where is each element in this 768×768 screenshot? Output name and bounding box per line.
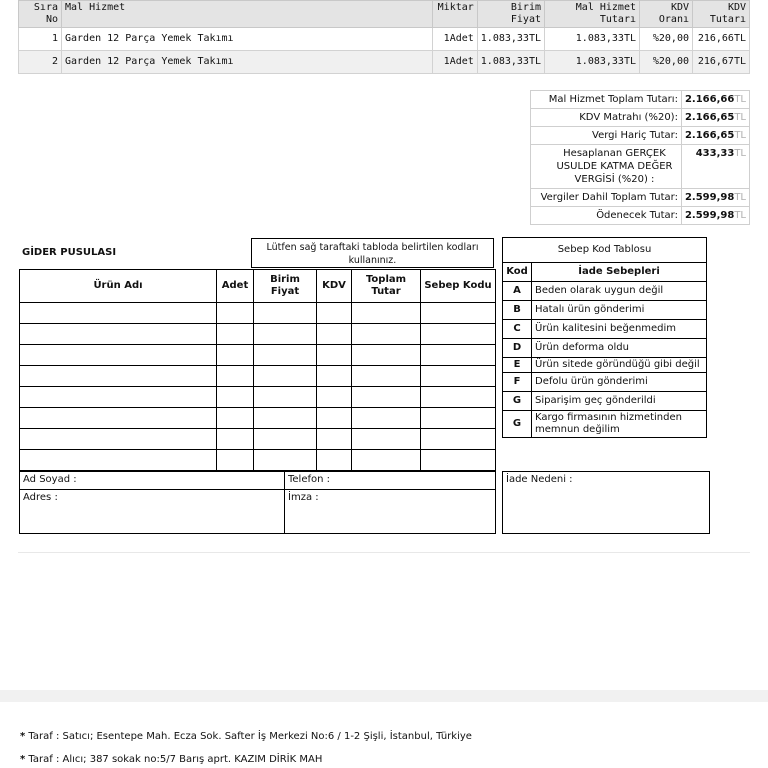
empty-entry-row[interactable] [20,450,496,471]
col-birim-fiyat: Birim Fiyat [254,270,317,303]
totals-label: KDV Matrahı (%20): [531,109,682,127]
row-price: 1.083,33TL [477,28,544,51]
sebep-caption: Sebep Kod Tablosu [503,238,707,263]
list-item [503,392,707,411]
list-item [503,358,707,373]
col-miktar: Miktar [432,1,477,28]
col-kdv-orani: KDV Oranı [640,1,693,28]
col-iade-sebepleri: İade Sebepleri [532,263,707,282]
col-urun-adi: Ürün Adı [20,270,217,303]
col-sebep-kodu: Sebep Kodu [421,270,496,303]
table-row [19,28,750,51]
totals-label: Ödenecek Tutar: [531,207,682,225]
ad-soyad-field[interactable]: Ad Soyad : [20,472,285,490]
empty-entry-row[interactable] [20,366,496,387]
reason-code: G [503,392,532,411]
reason-code: C [503,320,532,339]
totals-value: 2.166,65TL [681,127,749,145]
empty-entry-row[interactable] [20,303,496,324]
reason-text: Beden olarak uygun değil [532,282,707,301]
alici-address: Taraf : Alıcı; 387 sokak no:5/7 Barış aprt. KAZIM DİRİK MAH [28,754,323,765]
row-name: Garden 12 Parça Yemek Takımı [62,51,433,74]
list-item [503,301,707,320]
row-price: 1.083,33TL [477,51,544,74]
totals-row [531,109,750,127]
totals-value: 2.166,66TL [681,91,749,109]
empty-entry-row[interactable] [20,387,496,408]
row-qty: 1Adet [432,51,477,74]
totals-label: Mal Hizmet Toplam Tutarı: [531,91,682,109]
col-kdv: KDV [317,270,352,303]
row-total: 1.083,33TL [545,28,640,51]
reason-text: Siparişim geç gönderildi [532,392,707,411]
reason-text: Ürün kalitesini beğenmedim [532,320,707,339]
reason-text: Kargo firmasının hizmetinden memnun değilim [532,411,707,438]
telefon-field[interactable]: Telefon : [285,472,495,490]
empty-entry-row[interactable] [20,408,496,429]
row-qty: 1Adet [432,28,477,51]
totals-row [531,145,750,189]
iade-nedeni-field[interactable]: İade Nedeni : [502,471,710,534]
invoice-items-table [18,0,750,74]
totals-value: 433,33TL [681,145,749,189]
satici-address: Taraf : Satıcı; Esentepe Mah. Ecza Sok. Safter İş Merkezi No:6 / 1-2 Şişli, İstanbul, Türkiye [28,731,472,742]
empty-entry-row[interactable] [20,429,496,450]
gider-header-row [20,270,496,303]
items-header-row [19,1,750,28]
totals-label: Vergi Hariç Tutar: [531,127,682,145]
table-row [19,51,750,74]
gider-pusulasi-table [19,269,496,471]
instruction-note: Lütfen sağ taraftaki tabloda belirtilen kodları kullanınız. [251,238,494,268]
row-vat: 216,67TL [693,51,750,74]
footer-satici [20,731,472,742]
reason-text: Hatalı ürün gönderimi [532,301,707,320]
col-sira-no: Sıra No [19,1,62,28]
reason-code: F [503,373,532,392]
reason-text: Ürün deforma oldu [532,339,707,358]
row-vat: 216,66TL [693,28,750,51]
col-birim-fiyat: Birim Fiyat [477,1,544,28]
totals-label: Hesaplanan GERÇEK USULDE KATMA DEĞER VERGİSİ (%20) : [531,145,682,189]
totals-value: 2.599,98TL [681,189,749,207]
list-item [503,339,707,358]
col-mal-hizmet-tutari: Mal Hizmet Tutarı [545,1,640,28]
list-item [503,282,707,301]
list-item [503,411,707,438]
totals-label: Vergiler Dahil Toplam Tutar: [531,189,682,207]
footer-star: * [20,731,26,742]
totals-row [531,91,750,109]
list-item [503,320,707,339]
reason-code: B [503,301,532,320]
reason-text: Defolu ürün gönderimi [532,373,707,392]
adres-field[interactable]: Adres : [20,490,285,533]
row-total: 1.083,33TL [545,51,640,74]
row-rate: %20,00 [640,51,693,74]
sebep-kod-table [502,237,707,438]
footer-alici [20,754,322,765]
row-name: Garden 12 Parça Yemek Takımı [62,28,433,51]
row-rate: %20,00 [640,28,693,51]
divider [18,552,750,553]
col-adet: Adet [217,270,254,303]
imza-field[interactable]: İmza : [288,492,319,503]
footer-star: * [20,754,26,765]
totals-table [530,90,750,225]
empty-entry-row[interactable] [20,345,496,366]
totals-value: 2.599,98TL [681,207,749,225]
totals-value: 2.166,65TL [681,109,749,127]
gider-pusulasi-title: GİDER PUSULASI [22,247,117,258]
list-item [503,373,707,392]
reason-code: A [503,282,532,301]
col-kod: Kod [503,263,532,282]
divider-band [0,690,768,702]
empty-entry-row[interactable] [20,324,496,345]
reason-code: E [503,358,532,373]
col-kdv-tutari: KDV Tutarı [693,1,750,28]
col-toplam-tutar: Toplam Tutar [352,270,421,303]
totals-row [531,207,750,225]
totals-row [531,189,750,207]
col-mal-hizmet: Mal Hizmet [62,1,433,28]
row-no: 1 [19,28,62,51]
reason-text: Ürün sitede göründüğü gibi değil [532,358,707,373]
reason-code: G [503,411,532,438]
totals-row [531,127,750,145]
reason-code: D [503,339,532,358]
row-no: 2 [19,51,62,74]
customer-info-box [19,471,496,534]
